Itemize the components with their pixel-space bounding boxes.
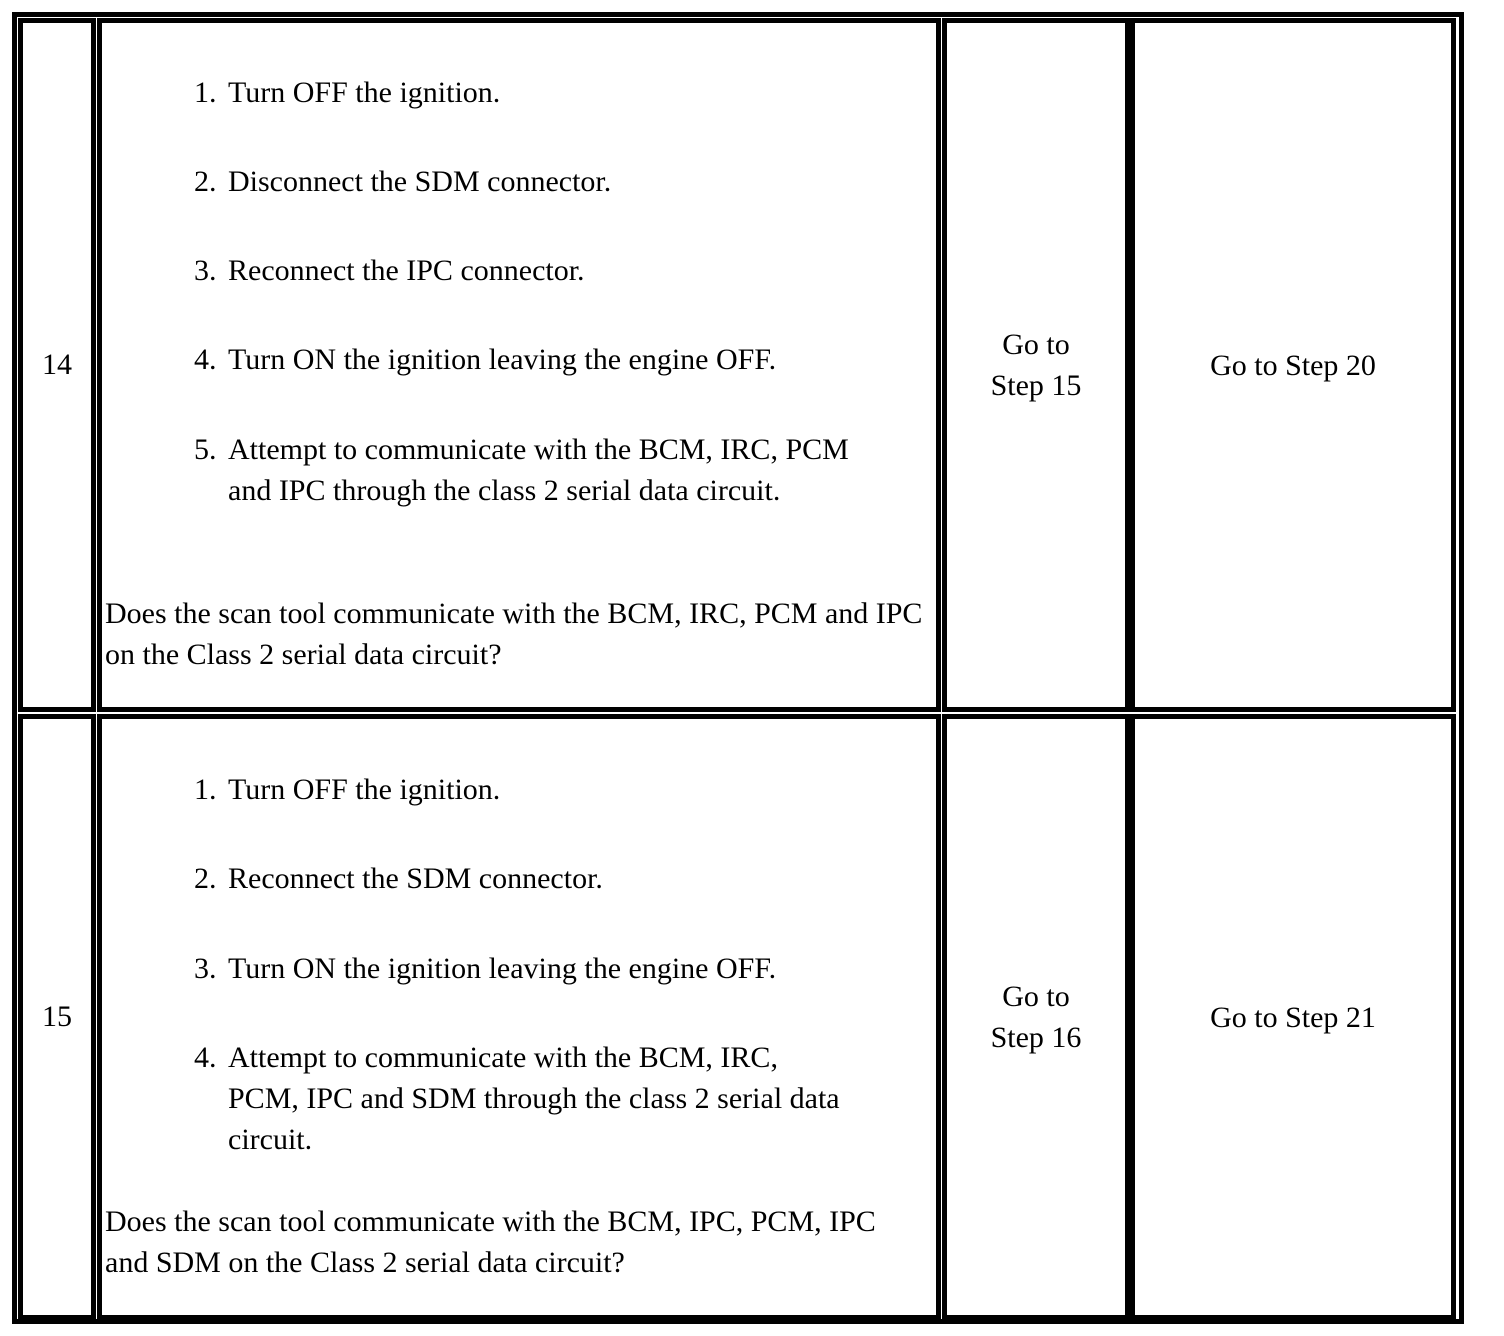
yes-action-line1: Go to: [1002, 980, 1070, 1013]
no-action: Go to Step 20: [1210, 348, 1376, 382]
instruction-number: 3.: [194, 952, 217, 985]
instruction-number: 2.: [194, 165, 217, 198]
instructions-cell: [97, 18, 941, 712]
instruction-text: Turn ON the ignition leaving the engine OFF.: [228, 343, 777, 376]
instruction-item: [194, 769, 854, 810]
instruction-item: [194, 250, 854, 291]
yes-action-line1: Go to: [1002, 328, 1070, 361]
yes-action: [991, 976, 1082, 1058]
instruction-item: [194, 161, 854, 202]
instruction-text: Attempt to communicate with the BCM, IRC, PCM and IPC through the class 2 serial data circuit.: [228, 433, 849, 507]
instruction-item: [194, 948, 854, 989]
instruction-item: [194, 429, 854, 511]
instruction-item: [194, 858, 854, 899]
yes-cell: [942, 18, 1130, 712]
instruction-item: [194, 72, 854, 113]
no-cell: [1130, 18, 1456, 712]
question-text: Does the scan tool communicate with the BCM, IRC, PCM and IPC on the Class 2 serial data circuit?: [105, 597, 923, 671]
instruction-item: [194, 339, 854, 380]
instruction-text: Attempt to communicate with the BCM, IRC, PCM, IPC and SDM through the class 2 serial data circuit.: [228, 1041, 840, 1156]
instruction-number: 1.: [194, 773, 217, 806]
question-text: Does the scan tool communicate with the BCM, IPC, PCM, IPC and SDM on the Class 2 serial data circuit?: [105, 1205, 876, 1279]
instruction-number: 2.: [194, 862, 217, 895]
yes-cell: [942, 714, 1130, 1320]
instruction-text: Reconnect the IPC connector.: [228, 254, 585, 287]
instruction-item: [194, 1037, 854, 1160]
step-number: 14: [42, 348, 72, 381]
instructions-cell: [97, 714, 941, 1320]
step-number: 15: [42, 1000, 72, 1033]
yes-action-line2: Step 16: [990, 1021, 1082, 1054]
instruction-text: Turn OFF the ignition.: [228, 773, 501, 806]
yes-action-line2: Step 15: [990, 369, 1082, 402]
instruction-text: Turn ON the ignition leaving the engine OFF.: [228, 952, 777, 985]
instruction-number: 4.: [194, 1041, 217, 1074]
step-number-cell: [18, 18, 96, 712]
yes-action: [991, 324, 1082, 406]
instruction-text: Turn OFF the ignition.: [228, 76, 501, 109]
instruction-text: Reconnect the SDM connector.: [228, 862, 603, 895]
instruction-number: 5.: [194, 433, 217, 466]
no-cell: [1130, 714, 1456, 1320]
no-action: Go to Step 21: [1210, 1000, 1376, 1034]
instruction-number: 1.: [194, 76, 217, 109]
instruction-number: 3.: [194, 254, 217, 287]
instruction-text: Disconnect the SDM connector.: [228, 165, 612, 198]
instruction-number: 4.: [194, 343, 217, 376]
step-number-cell: [18, 714, 96, 1320]
